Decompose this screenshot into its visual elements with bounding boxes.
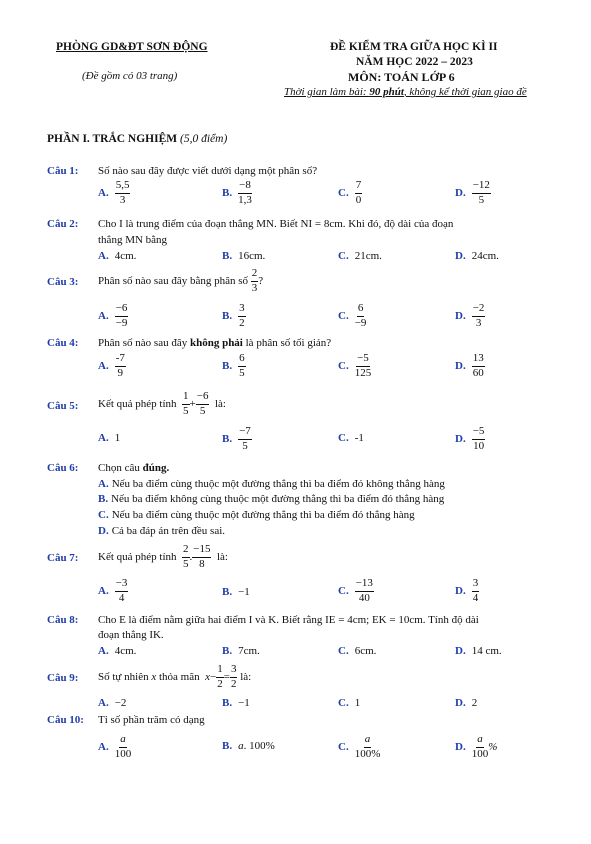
option-c[interactable]: C. $\frac{6}{-9}$ — [338, 302, 367, 329]
option-d[interactable]: D. $\frac{a}{100}$ % — [455, 733, 498, 760]
question-label: Câu 10: — [47, 714, 84, 726]
option-d[interactable]: D. Cả ba đáp án trên đều sai. — [98, 525, 226, 537]
option-d[interactable]: D. $\frac{-2}{3}$ — [455, 302, 485, 329]
option-a[interactable]: A. 4cm. — [98, 250, 137, 262]
time-limit: Thời gian làm bài: 90 phút, không kể thời gian giao đề — [284, 86, 527, 98]
option-b[interactable]: B. −1 — [222, 697, 250, 709]
option-b[interactable]: B. 7cm. — [222, 645, 260, 657]
question-label: Câu 3: — [47, 276, 79, 288]
option-c[interactable]: C. Nếu ba điểm cùng thuộc một đường thẳng thì ba điểm đó thẳng hàng — [98, 509, 415, 521]
school-year: NĂM HỌC 2022 – 2023 — [356, 56, 473, 68]
option-a[interactable]: A. $\frac{5,5}{3}$ — [98, 179, 130, 206]
question-text: Cho E là điểm nằm giữa hai điểm I và K. Biết rằng IE = 4cm; EK = 10cm. Tính độ dài — [98, 614, 479, 626]
option-c[interactable]: C. 21cm. — [338, 250, 382, 262]
question-text: Kết quả phép tính $\frac{1}{5}$ + $\frac{-6}{5}$ là: — [98, 390, 226, 417]
option-c[interactable]: C. 6cm. — [338, 645, 377, 657]
question-text: Số tự nhiên x thỏa mãn x − $\frac{1}{2}$ = $\frac{3}{2}$ là: — [98, 663, 252, 690]
option-b[interactable]: B. −1 — [222, 586, 250, 598]
option-a[interactable]: A. $\frac{-3}{4}$ — [98, 577, 128, 604]
option-b[interactable]: B. $\frac{-7}{5}$ — [222, 425, 251, 452]
option-d[interactable]: D. 24cm. — [455, 250, 499, 262]
option-a[interactable]: A. $\frac{-7}{9}$ — [98, 352, 125, 379]
question-text: Tỉ số phần trăm có dạng — [98, 714, 205, 726]
option-b[interactable]: B. Nếu ba điểm không cùng thuộc một đường thẳng thì ba điểm đó thẳng hàng — [98, 493, 445, 505]
option-b[interactable]: B. $\frac{3}{2}$ — [222, 302, 245, 329]
question-label: Câu 6: — [47, 462, 79, 474]
question-label: Câu 8: — [47, 614, 79, 626]
option-c[interactable]: C. $\frac{7}{0}$ — [338, 179, 362, 206]
option-a[interactable]: A. $\frac{-6}{-9}$ — [98, 302, 128, 329]
question-label: Câu 2: — [47, 218, 79, 230]
question-text: Chọn câu đúng. — [98, 462, 170, 474]
option-b[interactable]: B. a . 100% — [222, 740, 275, 752]
question-label: Câu 5: — [47, 400, 79, 412]
option-d[interactable]: D. 14 cm. — [455, 645, 502, 657]
question-text: Cho I là trung điểm của đoạn thẳng MN. Biết NI = 8cm. Khi đó, độ dài của đoạn — [98, 218, 454, 230]
option-b[interactable]: B. $\frac{-8}{1,3}$ — [222, 179, 252, 206]
question-text: Phân số nào sau đây không phải là phân số tối giản? — [98, 337, 332, 349]
question-label: Câu 4: — [47, 337, 79, 349]
question-label: Câu 1: — [47, 165, 79, 177]
option-d[interactable]: D. $\frac{13}{60}$ — [455, 352, 484, 379]
option-a[interactable]: A. Nếu ba điểm cùng thuộc một đường thẳng thì ba điểm đó không thẳng hàng — [98, 478, 445, 490]
department-name: PHÒNG GD&ĐT SƠN ĐỘNG — [56, 41, 208, 53]
option-a[interactable]: A. 4cm. — [98, 645, 137, 657]
subject: MÔN: TOÁN LỚP 6 — [348, 70, 455, 84]
section-title: PHẦN I. TRẮC NGHIỆM (5,0 điểm) — [47, 133, 228, 145]
question-text-cont: thẳng MN bằng — [98, 234, 168, 246]
option-b[interactable]: B. $\frac{6}{5}$ — [222, 352, 245, 379]
option-d[interactable]: D. 2 — [455, 697, 478, 709]
option-c[interactable]: C. -1 — [338, 432, 364, 444]
option-a[interactable]: A. −2 — [98, 697, 127, 709]
option-d[interactable]: D. $\frac{3}{4}$ — [455, 577, 479, 604]
question-text: Số nào sau đây được viết dưới dạng một phân số? — [98, 165, 318, 177]
question-text: Kết quả phép tính $\frac{2}{5}$ . $\frac{-15}{8}$ là: — [98, 543, 228, 570]
question-label: Câu 9: — [47, 672, 79, 684]
option-c[interactable]: C. $\frac{a}{100\%}$ — [338, 733, 381, 760]
option-c[interactable]: C. $\frac{-13}{40}$ — [338, 577, 373, 604]
pages-note: (Đề gồm có 03 trang) — [82, 70, 178, 82]
question-label: Câu 7: — [47, 552, 79, 564]
option-b[interactable]: B. 16cm. — [222, 250, 266, 262]
question-text-cont: đoạn thẳng IK. — [98, 629, 164, 641]
exam-title: ĐỀ KIỂM TRA GIỮA HỌC KÌ II — [330, 41, 498, 53]
option-c[interactable]: C. $\frac{-5}{125}$ — [338, 352, 372, 379]
question-text: Phân số nào sau đây bằng phân số $\frac{2}{3}$ ? — [98, 267, 264, 294]
option-d[interactable]: D. $\frac{-5}{10}$ — [455, 425, 485, 452]
option-a[interactable]: A. 1 — [98, 432, 121, 444]
option-d[interactable]: D. $\frac{-12}{5}$ — [455, 179, 490, 206]
option-c[interactable]: C. 1 — [338, 697, 361, 709]
option-a[interactable]: A. $\frac{a}{100}$ — [98, 733, 132, 760]
